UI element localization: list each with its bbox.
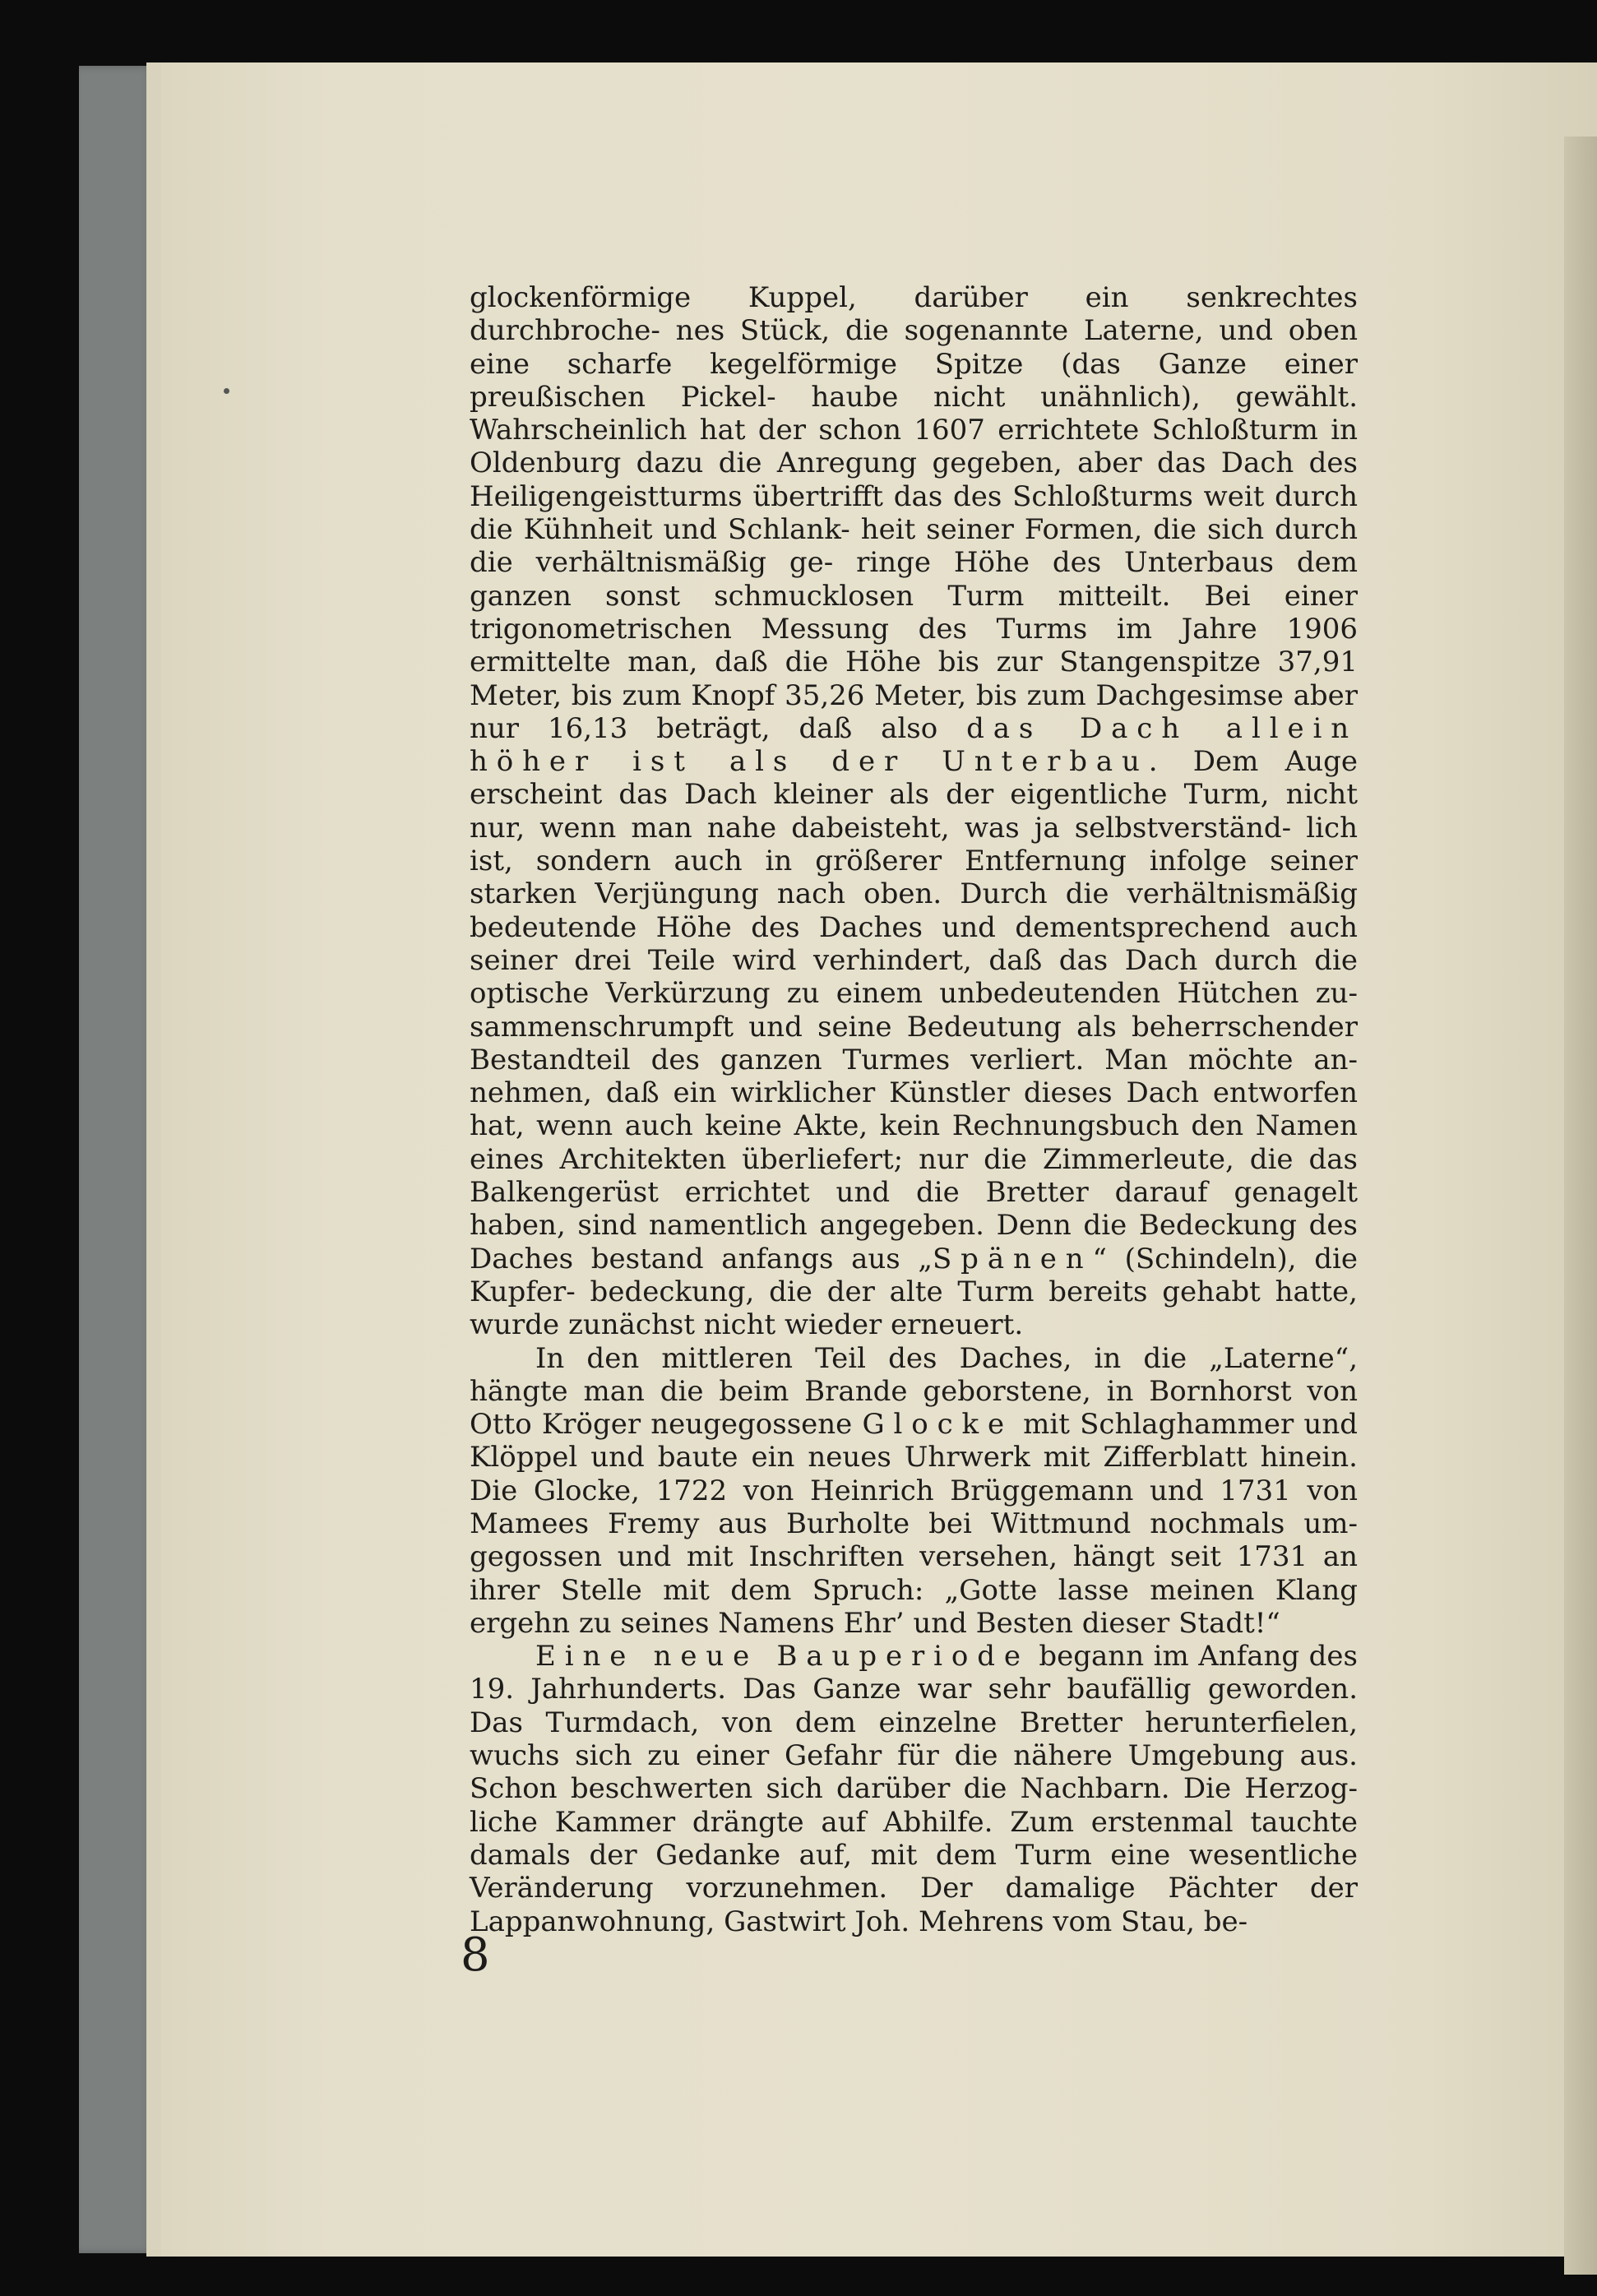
text-run: “ (Schindeln), die Kupfer- bedeckung, die der alte Turm bereits gehabt hatte, wurde zunächst nicht wieder erneuert.: [470, 1242, 1358, 1342]
text-run: begann im Anfang des 19. Jahrhunderts. Das Ganze war sehr baufällig geworden. Das Turmdach, von dem einzelne Bretter herunterfielen, wuchs sich zu einer Gefahr für die nähere Umgebung aus. Schon beschwerten sich darüber die Nachbarn. Die Herzog- liche Kammer drängte auf Abhilfe. Zum erstenmal tauchte damals der Gedanke auf, mit dem Turm eine wesentliche Veränderung vorzunehmen. Der damalige Pächter der Lappanwohnung, Gastwirt Joh. Mehrens vom Stau, be-: [470, 1640, 1358, 1938]
paper-spot: [224, 388, 229, 394]
text-run: In den mittleren Teil des Daches, in die „Laterne“, hängte man die beim Brande geborstene, in Bornhorst von Otto Kröger neugegossene: [470, 1341, 1358, 1442]
page-number: 8: [461, 1928, 490, 1982]
text-run: glockenförmige Kuppel, darüber ein senkrechtes durchbroche- nes Stück, die sogenannte Laterne, und oben eine scharfe kegelförmige Spitze (das Ganze einer preußischen Pickel- haube nicht unähnlich), gewählt. Wahrscheinlich hat der schon 1607 errichtete Schloßturm in Oldenburg dazu die Anregung gegeben, aber das Dach des Heiligengeistturms übertrifft das des Schloßturms weit durch die Kühnheit und Schlank- heit seiner Formen, die sich durch die verhältnismäßig ge- ringe Höhe des Unterbaus dem ganzen sonst schmucklosen Turm mitteilt. Bei einer trigonometrischen Messung des Turms im Jahre 1906 ermittelte man, daß die Höhe bis zur Stangenspitze 37,91 Meter, bis zum Knopf 35,26 Meter, bis zum Dachgesimse aber nur 16,13 beträgt, daß also: [470, 281, 1358, 745]
text-run: Dem Auge erscheint das Dach kleiner als der eigentliche Turm, nicht nur, wenn man nahe dabeisteht, was ja selbstverständ- lich ist, sondern auch in größerer Entfernung infolge seiner starken Verjüngung nach oben. Durch die verhältnismäßig bedeutende Höhe des Daches und dementsprechend auch seiner drei Teile wird verhindert, daß das Dach durch die optische Verkürzung zu einem unbedeutenden Hütchen zu- sammenschrumpft und seine Bedeutung als beherrschender Bestandteil des ganzen Turmes verliert. Man möchte an- nehmen, daß ein wirklicher Künstler dieses Dach entworfen hat, wenn auch keine Akte, kein Rechnungsbuch den Namen eines Architekten überliefert; nur die Zimmerleute, die das Balkengerüst errichtet und die Bretter darauf genagelt haben, sind namentlich angegeben. Denn die Bedeckung des Daches bestand anfangs aus „: [470, 745, 1358, 1275]
paragraph-2: [470, 1342, 1358, 1641]
spaced-emphasis: das Dach allein höher ist als der Unterbau.: [470, 711, 1358, 779]
paragraph-1: [470, 281, 1358, 1342]
paragraph-3: [470, 1640, 1358, 1938]
gray-binding-board: [79, 66, 155, 2253]
spaced-emphasis: Glocke: [862, 1408, 1014, 1442]
facing-page-edge: [1564, 137, 1597, 2275]
spaced-emphasis: Eine neue Bauperiode: [535, 1640, 1030, 1673]
body-text: [470, 281, 1358, 1938]
text-run: mit Schlaghammer und Klöppel und baute ein neues Uhrwerk mit Zifferblatt hinein. Die Glocke, 1722 von Heinrich Brüggemann und 1731 von Mamees Fremy aus Burholte bei Wittmund nochmals um- gegossen und mit Inschriften versehen, hängt seit 1731 an ihrer Stelle mit dem Spruch: „Gotte lasse meinen Klang ergehn zu seines Namens Ehr’ und Besten dieser Stadt!“: [470, 1408, 1358, 1640]
spaced-emphasis: Spänen: [933, 1242, 1093, 1275]
